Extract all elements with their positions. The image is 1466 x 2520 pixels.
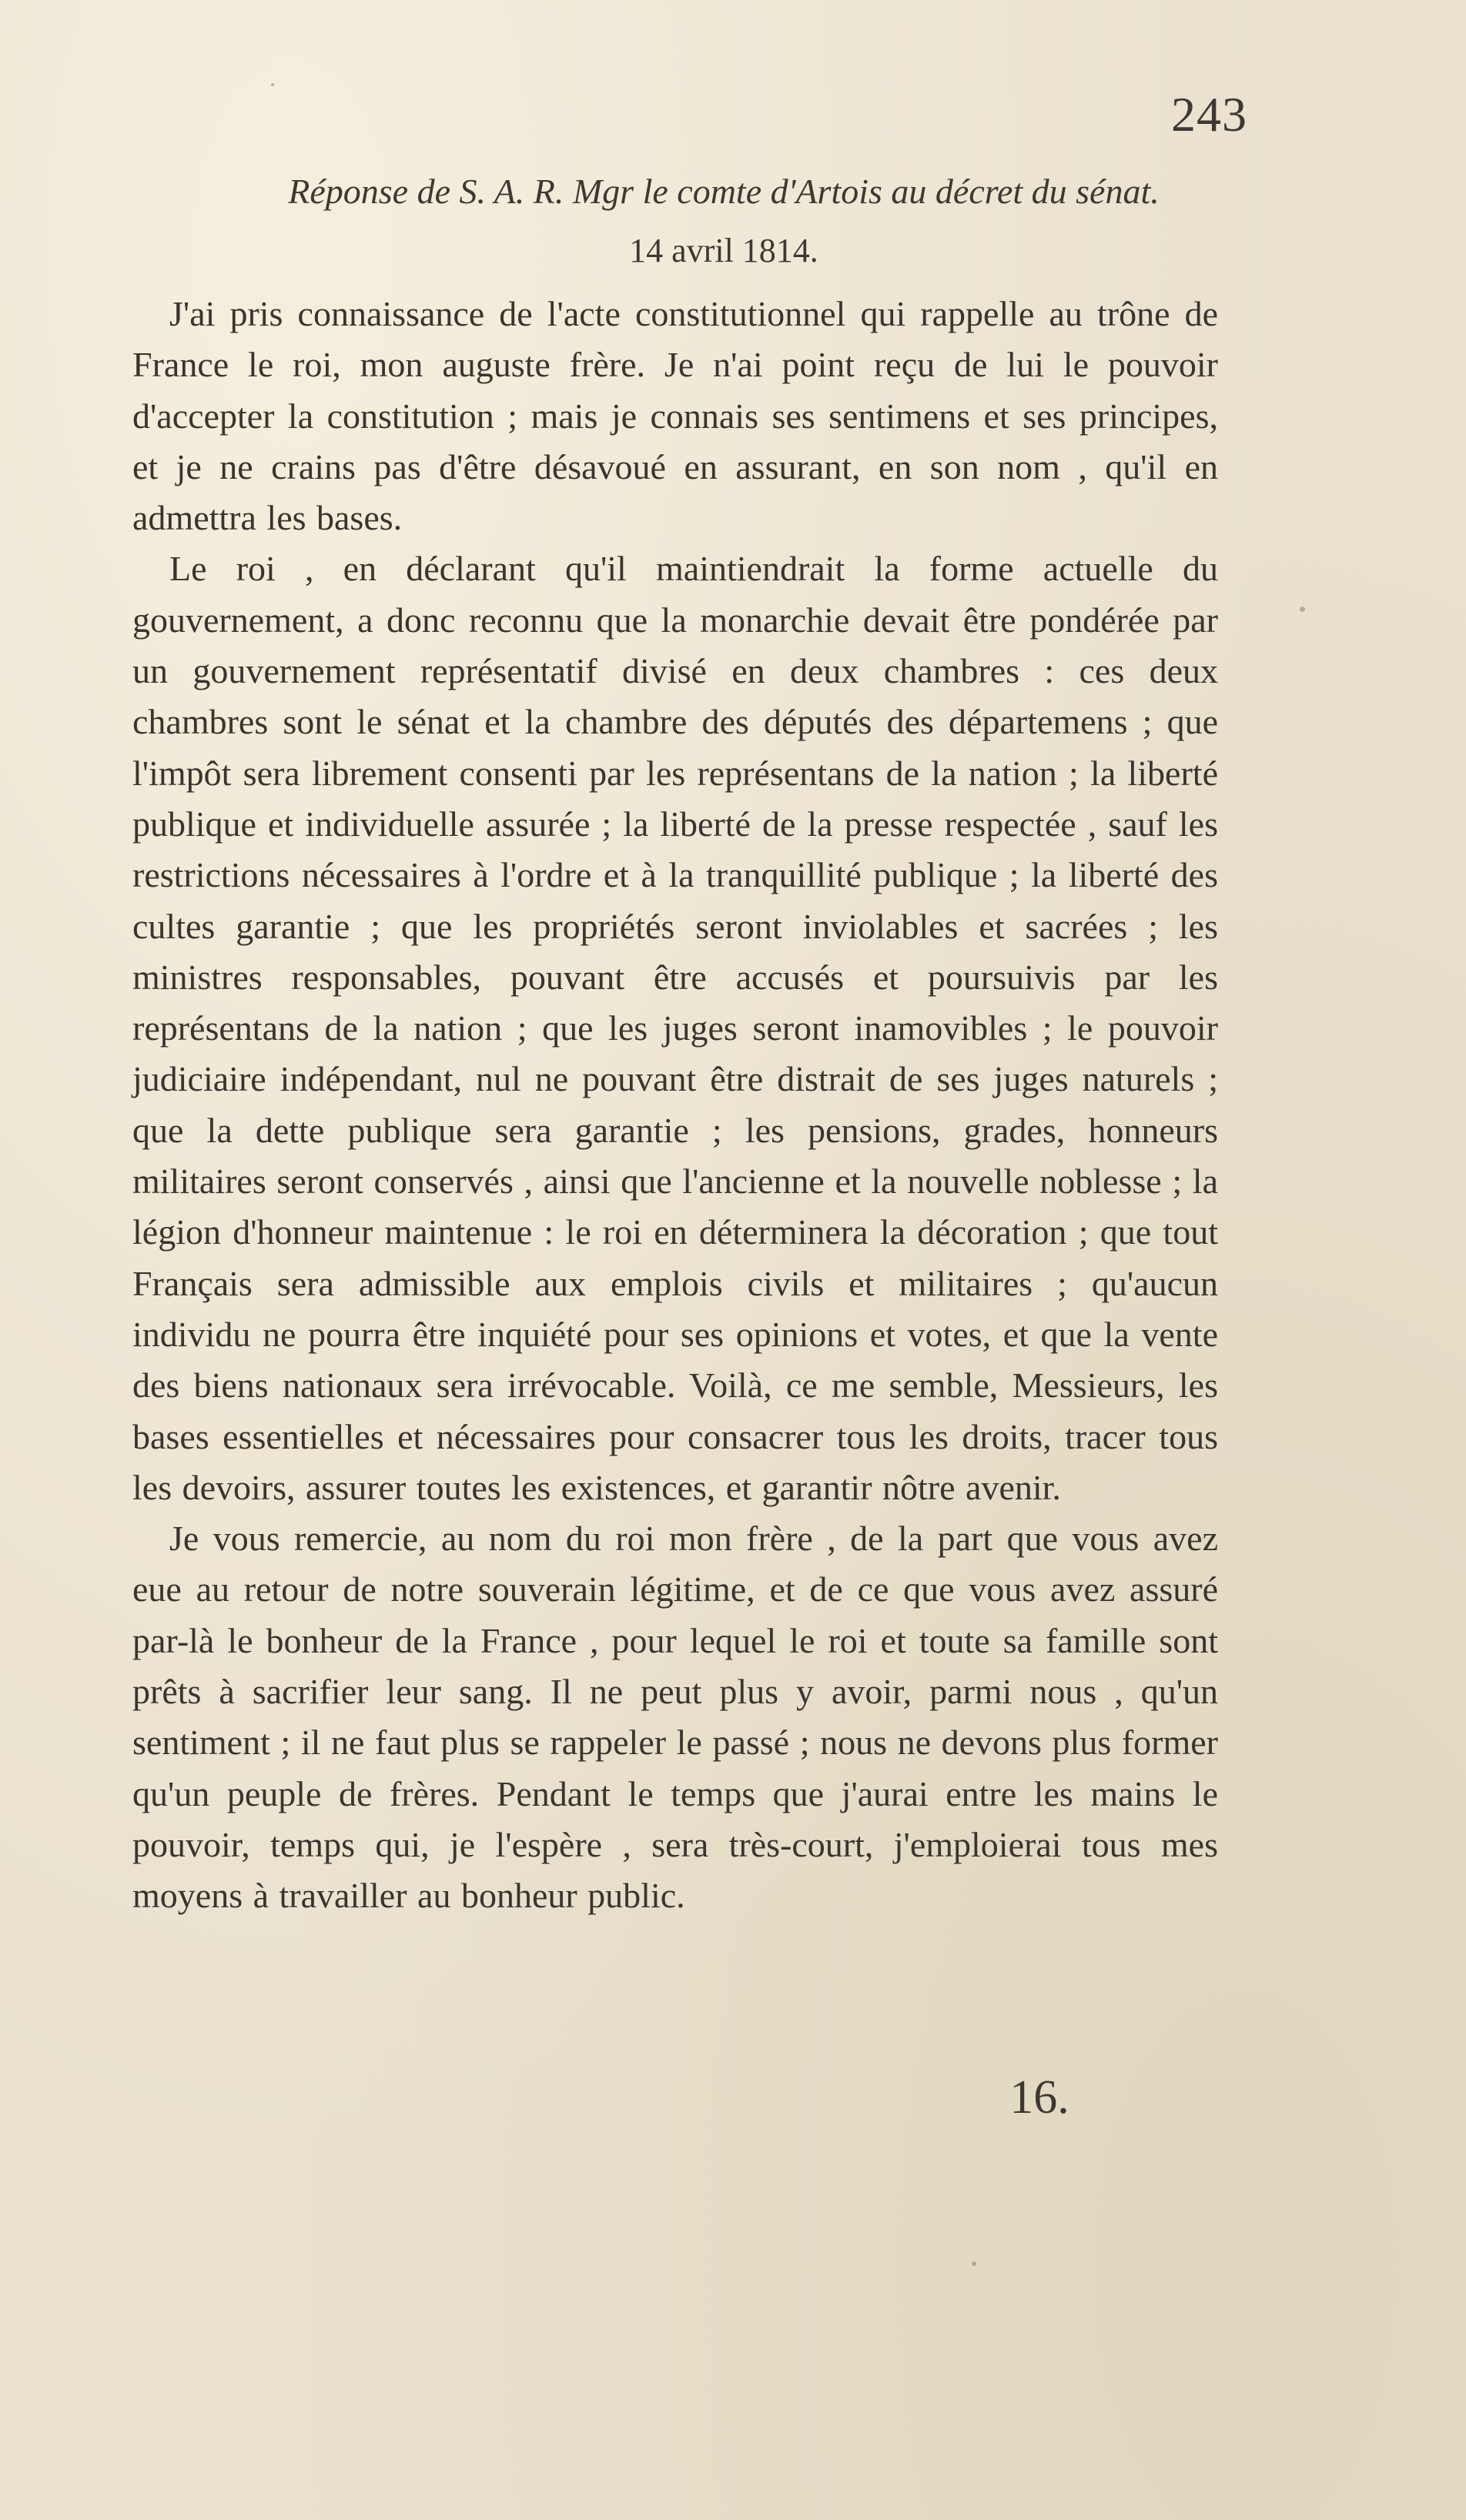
paper-speck: [972, 2261, 976, 2266]
body-text: [132, 289, 1218, 1922]
paragraph-2: Le roi , en déclarant qu'il maintiendrait la forme actuelle du gouvernement, a donc reconnu que la monarchie devait être pondérée par un gouvernement représentatif divisé en deux chambres : ces deux chambres sont le sénat et la chambre des députés des départemens ; que l'impôt sera librement consenti par les représentans de la nation ; la liberté publique et individuelle assurée ; la liberté de la presse respectée , sauf les restrictions nécessaires à l'ordre et à la tranquillité publique ; la liberté des cultes garantie ; que les propriétés seront inviolables et sacrées ; les ministres responsables, pouvant être accusés et poursuivis par les représentans de la nation ; que les juges seront inamovibles ; le pouvoir judiciaire indépendant, nul ne pouvant être distrait de ses juges naturels ; que la dette publique sera garantie ; les pensions, grades, honneurs militaires seront conservés , ainsi que l'ancienne et la nouvelle noblesse ; la légion d'honneur maintenue : le roi en déterminera la décoration ; que tout Français sera admissible aux emplois civils et militaires ; qu'aucun individu ne pourra être inquiété pour ses opinions et votes, et que la vente des biens nationaux sera irrévocable. Voilà, ce me semble, Messieurs, les bases essentielles et nécessaires pour consacrer tous les droits, tracer tous les devoirs, assurer toutes les existences, et garantir nôtre avenir.: [132, 549, 1218, 1507]
paragraph-1: J'ai pris connaissance de l'acte constitutionnel qui rappelle au trône de France le roi, mon auguste frère. Je n'ai point reçu de lui le pouvoir d'accepter la constitution ; mais je connais ses sentimens et ses principes, et je ne crains pas d'être désavoué en assurant, en son nom , qu'il en admettra les bases.: [132, 294, 1218, 538]
page-number: 243: [1171, 87, 1247, 142]
section-heading: Réponse de S. A. R. Mgr le comte d'Artois au décret du sénat.: [288, 172, 1160, 211]
section-date: 14 avril 1814.: [629, 232, 818, 269]
signature-mark: 16.: [1009, 2071, 1069, 2124]
paper-speck: [1300, 607, 1305, 612]
paragraph-3: Je vous remercie, au nom du roi mon frère , de la part que vous avez eue au retour de notre souverain légitime, et de ce que vous avez assuré par-là le bonheur de la France , pour lequel le roi et toute sa famille sont prêts à sacrifier leur sang. Il ne peut plus y avoir, parmi nous , qu'un sentiment ; il ne faut plus se rappeler le passé ; nous ne devons plus former qu'un peuple de frères. Pendant le temps que j'aurai entre les mains le pouvoir, temps qui, je l'espère , sera très-court, j'emploierai tous mes moyens à travailler au bonheur public.: [132, 1519, 1218, 1916]
paper-speck: [271, 83, 274, 86]
